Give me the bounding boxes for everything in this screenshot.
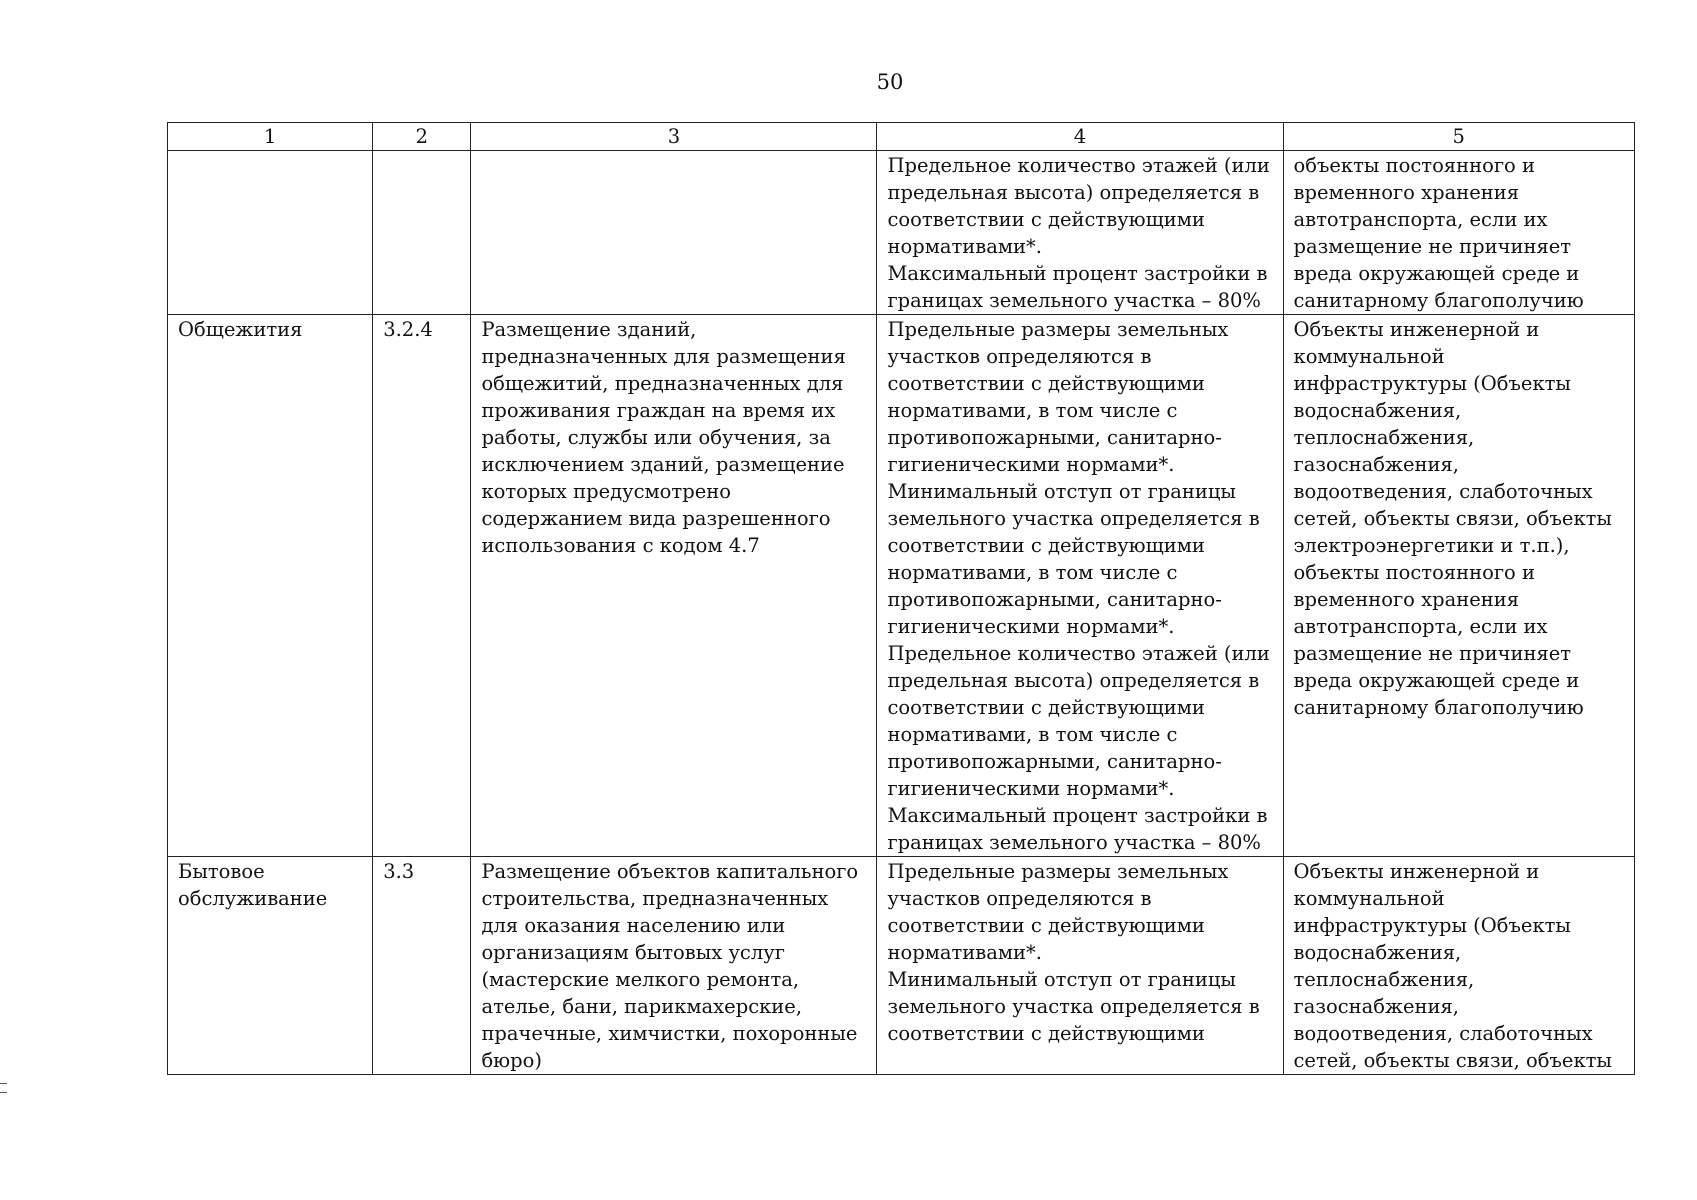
table-row bbox=[168, 315, 1635, 857]
header-col-4: 4 bbox=[877, 123, 1283, 151]
header-col-2: 2 bbox=[373, 123, 471, 151]
parameters-cell bbox=[877, 151, 1283, 315]
parameters-cell bbox=[877, 857, 1283, 1075]
use-name-cell: Бытовое обслуживание bbox=[168, 857, 373, 1075]
use-description-cell bbox=[471, 151, 877, 315]
use-code-cell: 3.3 bbox=[373, 857, 471, 1075]
use-name-cell bbox=[168, 151, 373, 315]
parameters-cell bbox=[877, 315, 1283, 857]
parameters-text: Предельные размеры земельных участков определяются в соответствии с действующими нормативами, в том числе с противопожарными, санитарно-гигиеническими нормами*. Минимальный отступ от границы земельного участка определяется в соответствии с действующими нормативами, в том числе с противопожарными, санитарно-гигиеническими нормами*. Предельное количество этажей (или предельная высота) определяется в соответствии с действующими нормативами, в том числе с противопожарными, санитарно-гигиеническими нормами*. Максимальный процент застройки в границах земельного участка – 80% bbox=[887, 318, 1270, 854]
header-col-5: 5 bbox=[1283, 123, 1635, 151]
use-name-cell: Общежития bbox=[168, 315, 373, 857]
table-row bbox=[168, 151, 1635, 315]
header-col-3: 3 bbox=[471, 123, 877, 151]
use-code-cell: 3.2.4 bbox=[373, 315, 471, 857]
auxiliary-cell: объекты постоянного и временного хранения автотранспорта, если их размещение не причиняет вреда окружающей среде и санитарному благополучию bbox=[1283, 151, 1635, 315]
land-use-table bbox=[167, 122, 1635, 1075]
parameters-text: Предельное количество этажей (или предельная высота) определяется в соответствии с действующими нормативами*. Максимальный процент застройки в границах земельного участка – 80% bbox=[887, 154, 1270, 312]
use-description-cell: Размещение зданий, предназначенных для размещения общежитий, предназначенных для проживания граждан на время их работы, службы или обучения, за исключением зданий, размещение которых предусмотрено содержанием вида разрешенного использования с кодом 4.7 bbox=[471, 315, 877, 857]
use-code-cell bbox=[373, 151, 471, 315]
scan-margin-mark bbox=[0, 1083, 7, 1093]
header-row bbox=[168, 123, 1635, 151]
auxiliary-cell: Объекты инженерной и коммунальной инфраструктуры (Объекты водоснабжения, теплоснабжения, газоснабжения, водоотведения, слаботочных сетей, объекты связи, объекты электроэнергетики и т.п.), объекты постоянного и временного хранения автотранспорта, если их размещение не причиняет вреда окружающей среде и санитарному благополучию bbox=[1283, 315, 1635, 857]
auxiliary-cell: Объекты инженерной и коммунальной инфраструктуры (Объекты водоснабжения, теплоснабжения, газоснабжения, водоотведения, слаботочных сетей, объекты связи, объекты bbox=[1283, 857, 1635, 1075]
page-number: 50 bbox=[876, 70, 904, 94]
table-row bbox=[168, 857, 1635, 1075]
use-description-cell: Размещение объектов капитального строительства, предназначенных для оказания населению или организациям бытовых услуг (мастерские мелкого ремонта, ателье, бани, парикмахерские, прачечные, химчистки, похоронные бюро) bbox=[471, 857, 877, 1075]
parameters-text: Предельные размеры земельных участков определяются в соответствии с действующими нормативами*. Минимальный отступ от границы земельного участка определяется в соответствии с действующими bbox=[887, 860, 1260, 1045]
header-col-1: 1 bbox=[168, 123, 373, 151]
